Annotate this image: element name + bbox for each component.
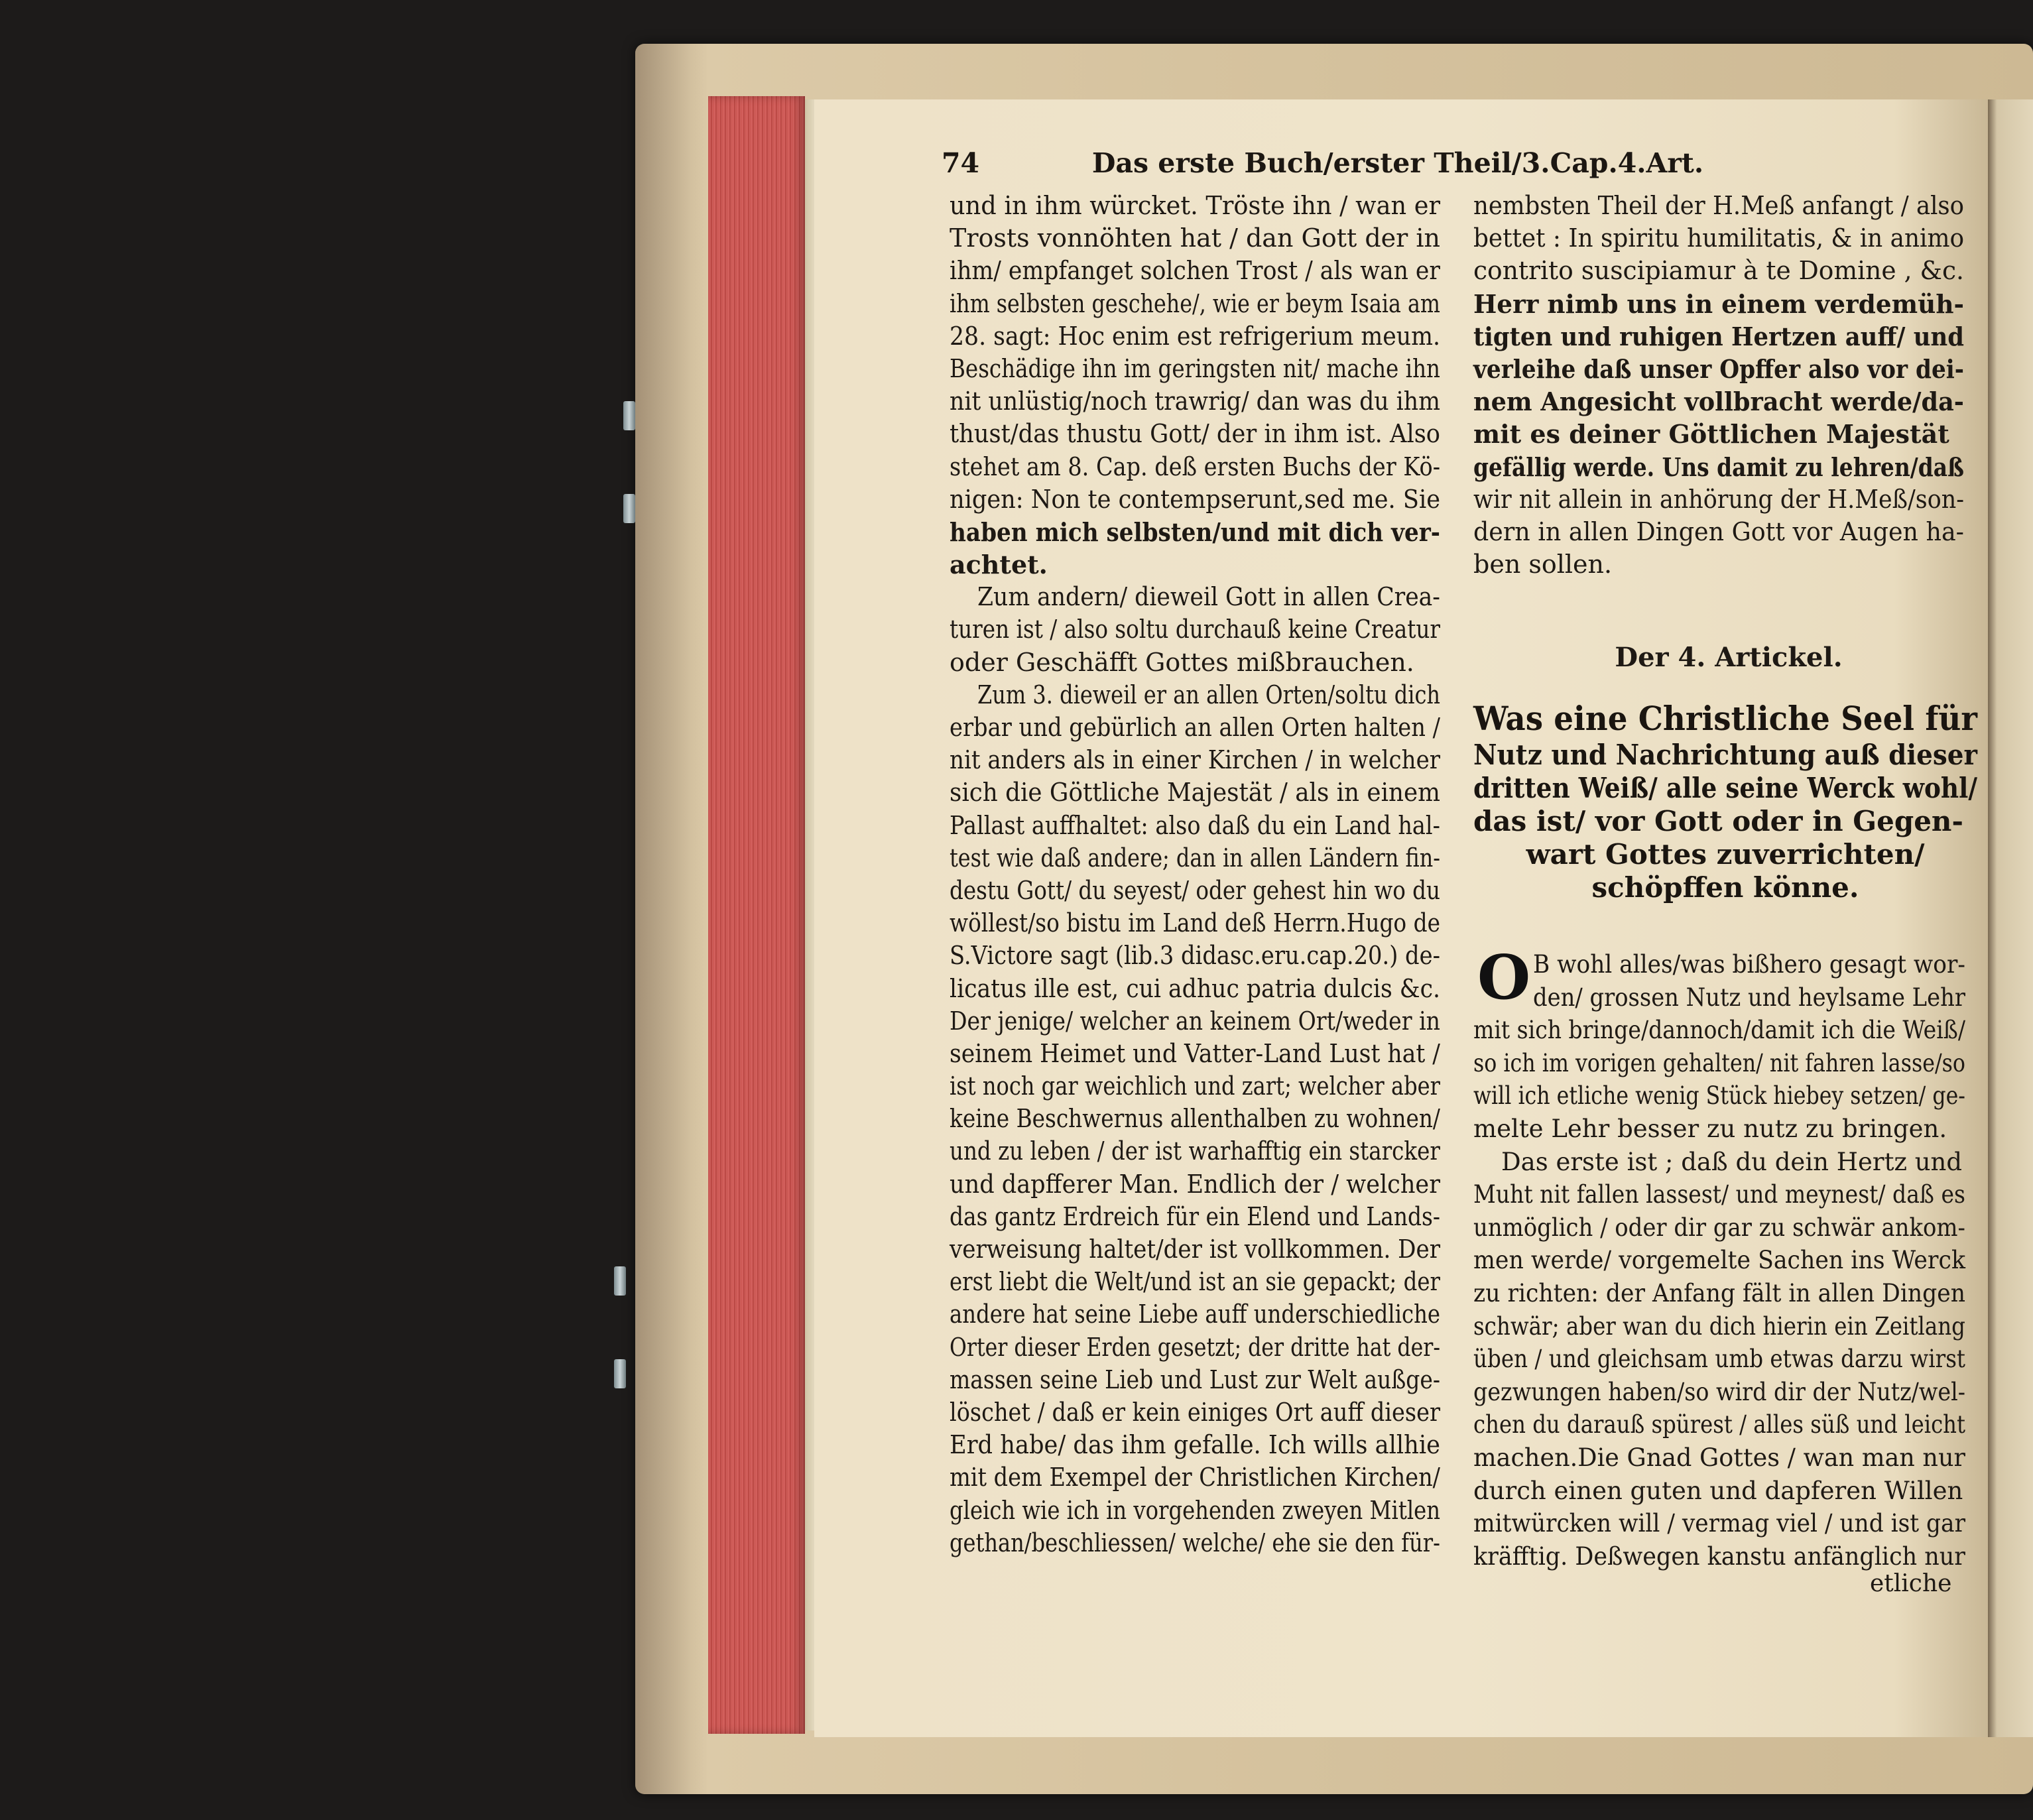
page-number: 74 <box>942 147 980 179</box>
text-line: Zum 3. dieweil er an allen Orten/soltu dich <box>977 680 1440 709</box>
text-line: Trosts vonnöhten hat / dan Gott der in <box>950 223 1440 253</box>
text-line: nem Angesicht vollbracht werde/da- <box>1473 387 1965 417</box>
text-line: Orter dieser Erden gesetzt; der dritte hat der- <box>950 1332 1441 1362</box>
text-line: mit dem Exempel der Christlichen Kirchen/ <box>950 1463 1440 1492</box>
text-line: Muht nit fallen lassest/ und meynest/ daß es <box>1473 1180 1965 1209</box>
text-line: B wohl alles/was bißhero gesagt wor- <box>1533 950 1965 979</box>
text-line: keine Beschwernus allenthalben zu wohnen/ <box>950 1104 1440 1134</box>
text-line: Beschädige ihn im geringsten nit/ mache ihn <box>950 353 1441 383</box>
text-line: wöllest/so bistu im Land deß Herrn.Hugo de <box>950 908 1440 938</box>
title-line: Was eine Christliche Seel für <box>1473 699 1978 738</box>
text-line: verweisung haltet/der ist vollkommen. Der <box>950 1235 1441 1264</box>
text-line: achtet. <box>950 550 1048 580</box>
text-line: contrito suscipiamur à te Domine , &c. <box>1473 256 1964 286</box>
text-line: gefällig werde. Uns damit zu lehren/daß <box>1473 452 1964 482</box>
text-line: erst liebt die Welt/und ist an sie gepackt; der <box>950 1267 1440 1297</box>
text-line: men werde/ vorgemelte Sachen ins Werck <box>1473 1246 1965 1275</box>
text-line: schwär; aber wan du dich hierin ein Zeitlang <box>1473 1311 1965 1341</box>
text-line: Erd habe/ das ihm gefalle. Ich wills allhie <box>950 1430 1440 1460</box>
text-line: und dapfferer Man. Endlich der / welcher <box>950 1169 1440 1199</box>
text-line: seinem Heimet und Vatter-Land Lust hat / <box>950 1038 1440 1068</box>
drop-cap: O <box>1477 941 1531 1013</box>
text-line: mitwürcken will / vermag viel / und ist gar <box>1473 1509 1966 1538</box>
text-line: verleihe daß unser Opffer also vor dei- <box>1473 353 1965 384</box>
right-text-column-top <box>1473 190 1964 581</box>
text-line: destu Gott/ du seyest/ oder gehest hin wo du <box>950 875 1441 905</box>
text-line: tigten und ruhigen Hertzen auff/ und <box>1473 321 1965 351</box>
article-heading: Der 4. Artickel. <box>1615 642 1843 673</box>
text-line: unmöglich / oder dir gar zu schwär ankom- <box>1473 1213 1965 1242</box>
text-line: bettet : In spiritu humilitatis, & in animo <box>1473 223 1965 253</box>
text-line: chen du darauß spürest / alles süß und leicht <box>1473 1410 1966 1439</box>
text-line: nigen: Non te contempserunt,sed me. Sie <box>950 484 1441 514</box>
title-line: das ist/ vor Gott oder in Gegen- <box>1473 805 1963 837</box>
text-line: stehet am 8. Cap. deß ersten Buchs der Kö- <box>950 452 1441 481</box>
text-line: licatus ille est, cui adhuc patria dulcis &c. <box>950 973 1440 1003</box>
text-line: sich die Göttliche Majestät / als in einem <box>950 778 1441 808</box>
text-line: so ich im vorigen gehalten/ nit fahren lasse/so <box>1473 1048 1965 1077</box>
text-line: S.Victore sagt (lib.3 didasc.eru.cap.20.) de- <box>950 941 1440 971</box>
title-line: wart Gottes zuverrichten/ <box>1526 838 1925 871</box>
text-line: nembsten Theil der H.Meß anfangt / also <box>1473 191 1964 220</box>
cover-spine-shadow <box>635 44 708 1794</box>
running-head: Das erste Buch/erster Theil/3.Cap.4.Art. <box>1091 147 1704 179</box>
text-line: haben mich selbsten/und mit dich ver- <box>950 516 1441 547</box>
text-line: thust/das thustu Gott/ der in ihm ist. Also <box>950 419 1441 449</box>
page-header <box>942 147 1949 187</box>
text-line: oder Geschäfft Gottes mißbrauchen. <box>950 647 1414 677</box>
title-line: dritten Weiß/ alle seine Werck wohl/ <box>1473 772 1978 804</box>
clasp-3 <box>614 1266 626 1296</box>
clasp-2 <box>623 494 635 523</box>
text-line: nit unlüstig/noch trawrig/ dan was du ihm <box>950 387 1440 416</box>
red-page-edges <box>708 96 805 1734</box>
text-line: und in ihm würcket. Tröste ihn / wan er <box>950 191 1441 220</box>
text-line: gezwungen haben/so wird dir der Nutz/wel- <box>1473 1377 1966 1406</box>
text-line: Herr nimb uns in einem verdemüh- <box>1473 288 1964 319</box>
text-line: ben sollen. <box>1473 550 1613 579</box>
clasp-1 <box>623 401 635 430</box>
text-line: das gantz Erdreich für ein Elend und Lands- <box>950 1201 1440 1231</box>
text-line: gleich wie ich in vorgehenden zweyen Mitlen <box>950 1495 1440 1525</box>
clasp-4 <box>614 1359 626 1388</box>
text-line: mit sich bringe/dannoch/damit ich die Weiß/ <box>1473 1016 1966 1045</box>
text-line: den/ grossen Nutz und heylsame Lehr <box>1533 983 1965 1012</box>
left-text-column <box>950 190 1440 1559</box>
text-line: machen.Die Gnad Gottes / wan man nur <box>1473 1443 1965 1472</box>
text-line: dern in allen Dingen Gott vor Augen ha- <box>1473 516 1964 546</box>
text-line: ihm/ empfanget solchen Trost / als wan er <box>950 256 1440 286</box>
text-line: ihm selbsten geschehe/, wie er beym Isaia am <box>950 288 1440 318</box>
article-title <box>1473 699 1977 904</box>
facing-page-edge <box>1988 99 2033 1737</box>
text-line: erbar und gebürlich an allen Orten halten / <box>950 713 1441 742</box>
text-line: wir nit allein in anhörung der H.Meß/son- <box>1473 484 1965 514</box>
text-line: test wie daß andere; dan in allen Ländern fin- <box>950 843 1441 873</box>
text-line: Zum andern/ dieweil Gott in allen Crea- <box>977 582 1440 612</box>
title-line: Nutz und Nachrichtung auß dieser <box>1473 739 1977 771</box>
text-line: melte Lehr besser zu nutz zu bringen. <box>1473 1114 1947 1143</box>
text-line: 28. sagt: Hoc enim est refrigerium meum. <box>950 321 1440 351</box>
text-line: ist noch gar weichlich und zart; welcher aber <box>950 1071 1440 1101</box>
text-line: Der jenige/ welcher an keinem Ort/weder in <box>950 1006 1440 1036</box>
text-line: mit es deiner Göttlichen Majestät <box>1473 419 1949 450</box>
catchword: etliche <box>1870 1570 1952 1597</box>
text-line: massen seine Lieb und Lust zur Welt außge- <box>950 1365 1441 1394</box>
text-line: nit anders als in einer Kirchen / in welcher <box>950 745 1441 775</box>
text-line: Das erste ist ; daß du dein Hertz und <box>1501 1147 1963 1176</box>
text-line: Pallast auffhaltet: also daß du ein Land hal- <box>950 810 1440 840</box>
text-line: will ich etliche wenig Stück hiebey setzen/ ge- <box>1473 1081 1965 1111</box>
text-line: durch einen guten und dapferen Willen <box>1473 1476 1963 1505</box>
text-line: üben / und gleichsam umb etwas darzu wirst <box>1473 1345 1966 1374</box>
text-line: und zu leben / der ist warhafftig ein starcker <box>950 1136 1440 1166</box>
text-line: kräfftig. Deßwegen kanstu anfänglich nur <box>1473 1542 1966 1571</box>
text-line: löschet / daß er kein einiges Ort auff dieser <box>950 1397 1441 1427</box>
title-line: schöpffen könne. <box>1591 871 1859 904</box>
text-line: turen ist / also soltu durchauß keine Creatur <box>950 615 1441 644</box>
text-line: gethan/beschliessen/ welche/ ehe sie den für- <box>950 1528 1440 1557</box>
text-line: andere hat seine Liebe auff underschiedliche <box>950 1300 1441 1329</box>
text-line: zu richten: der Anfang fält in allen Dingen <box>1473 1278 1966 1307</box>
right-text-column-body <box>1473 941 1966 1573</box>
